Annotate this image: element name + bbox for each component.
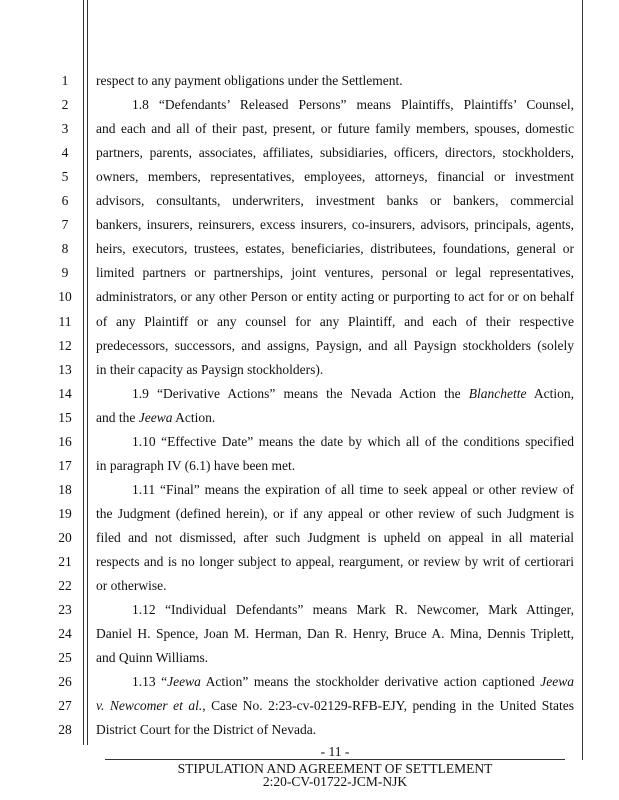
line-number: 9 [61, 265, 69, 281]
document-line: Daniel H. Spence, Joan M. Herman, Dan R. Henry, Bruce A. Mina, Dennis Triplett, [96, 626, 574, 642]
line-number: 23 [58, 602, 72, 618]
line-number: 26 [58, 674, 72, 690]
document-line: in their capacity as Paysign stockholders). [96, 361, 324, 377]
document-line: in paragraph IV (6.1) have been met. [96, 457, 296, 473]
italic-case-name: v. Newcomer et al. [96, 698, 203, 714]
document-line: limited partners or partnerships, joint ventures, personal or legal representatives, [96, 265, 574, 281]
line-number: 15 [58, 409, 72, 425]
line-number: 24 [58, 626, 72, 642]
document-line [96, 410, 574, 426]
line-segment: , Case No. 2:23-cv-02129-RFB-EJY, pending in the United States [202, 698, 574, 714]
line-number: 22 [58, 578, 72, 594]
line-number: 10 [58, 289, 72, 305]
document-line: District Court for the District of Nevada. [96, 722, 317, 738]
document-line: and each and all of their past, present, or future family members, spouses, domestic [96, 121, 574, 137]
line-segment: Action, [526, 385, 575, 401]
line-number: 14 [58, 385, 72, 401]
line-segment: and the [96, 409, 139, 425]
left-margin-rule-inner [87, 0, 88, 745]
italic-case-name: Jeewa [138, 409, 173, 425]
document-line: or otherwise. [96, 578, 167, 594]
document-line: advisors, consultants, underwriters, investment banks or bankers, commercial [96, 193, 574, 209]
document-line: the Judgment (defined herein), or if any appeal or other review of such Judgment is [96, 505, 574, 521]
line-number: 12 [58, 337, 72, 353]
document-line: 1.11 “Final” means the expiration of all time to seek appeal or other review of [132, 481, 574, 497]
document-line: filed and not dismissed, after such Judgment is upheld on appeal in all material [96, 529, 574, 545]
line-number: 21 [58, 554, 72, 569]
document-line: and Quinn Williams. [96, 650, 209, 666]
document-line: respect to any payment obligations under the Settlement. [96, 73, 403, 88]
footer-case-number: 2:20-CV-01722-JCM-NJK [262, 774, 408, 789]
footer-rule [105, 759, 565, 760]
document-line: owners, members, representatives, employees, attorneys, financial or investment [96, 169, 574, 185]
line-number: 2 [61, 97, 69, 113]
line-number: 5 [61, 169, 69, 185]
line-number: 1 [61, 73, 69, 88]
italic-case-name: Blanchette [468, 385, 527, 401]
document-line: administrators, or any other Person or entity acting or purporting to act for or on behalf [96, 289, 574, 305]
line-number: 27 [58, 698, 72, 714]
page-number: - 11 - [320, 744, 350, 759]
line-number: 16 [58, 433, 72, 449]
document-line: partners, parents, associates, affiliates, subsidiaries, officers, directors, stockholders, [96, 145, 574, 161]
line-number: 19 [58, 505, 72, 521]
document-line: respects and is no longer subject to appeal, reargument, or review by writ of certiorari [96, 554, 574, 569]
line-number: 28 [58, 722, 72, 738]
document-line: 1.10 “Effective Date” means the date by which all of the conditions specified [132, 433, 574, 449]
line-number: 25 [58, 650, 72, 666]
document-line [96, 674, 574, 690]
footer-title: STIPULATION AND AGREEMENT OF SETTLEMENT [177, 761, 493, 776]
italic-case-name: Jeewa [540, 674, 574, 690]
line-number: 6 [61, 193, 69, 209]
document-line: predecessors, successors, and assigns, Paysign, and all Paysign stockholders (solely [96, 337, 574, 353]
line-segment: 1.9 “Derivative Actions” means the Nevada Action the [132, 385, 469, 401]
document-line: 1.8 “Defendants’ Released Persons” means Plaintiffs, Plaintiffs’ Counsel, [132, 97, 574, 113]
line-number: 20 [58, 529, 72, 545]
line-number: 18 [58, 481, 72, 497]
line-number: 4 [61, 145, 69, 161]
document-line [96, 698, 574, 714]
italic-case-name: Jeewa [167, 674, 201, 690]
line-segment: 1.13 “ [132, 674, 168, 690]
line-number: 3 [61, 121, 69, 137]
document-line: heirs, executors, trustees, estates, beneficiaries, distributees, foundations, general or [96, 241, 574, 257]
line-segment: Action. [172, 409, 216, 425]
right-margin-rule [582, 0, 583, 760]
document-line [96, 386, 574, 402]
left-margin-rule [83, 0, 84, 745]
line-number: 11 [58, 313, 72, 329]
document-line: bankers, insurers, reinsurers, excess insurers, co-insurers, advisors, principals, agents, [96, 217, 574, 233]
line-number: 13 [58, 361, 72, 377]
line-number: 7 [61, 217, 69, 233]
line-segment: Action” means the stockholder derivative action captioned [200, 674, 541, 690]
line-number: 8 [61, 241, 69, 257]
line-number: 17 [58, 457, 72, 473]
document-line: 1.12 “Individual Defendants” means Mark R. Newcomer, Mark Attinger, [132, 602, 574, 618]
document-line: of any Plaintiff or any counsel for any Plaintiff, and each of their respective [96, 313, 574, 329]
